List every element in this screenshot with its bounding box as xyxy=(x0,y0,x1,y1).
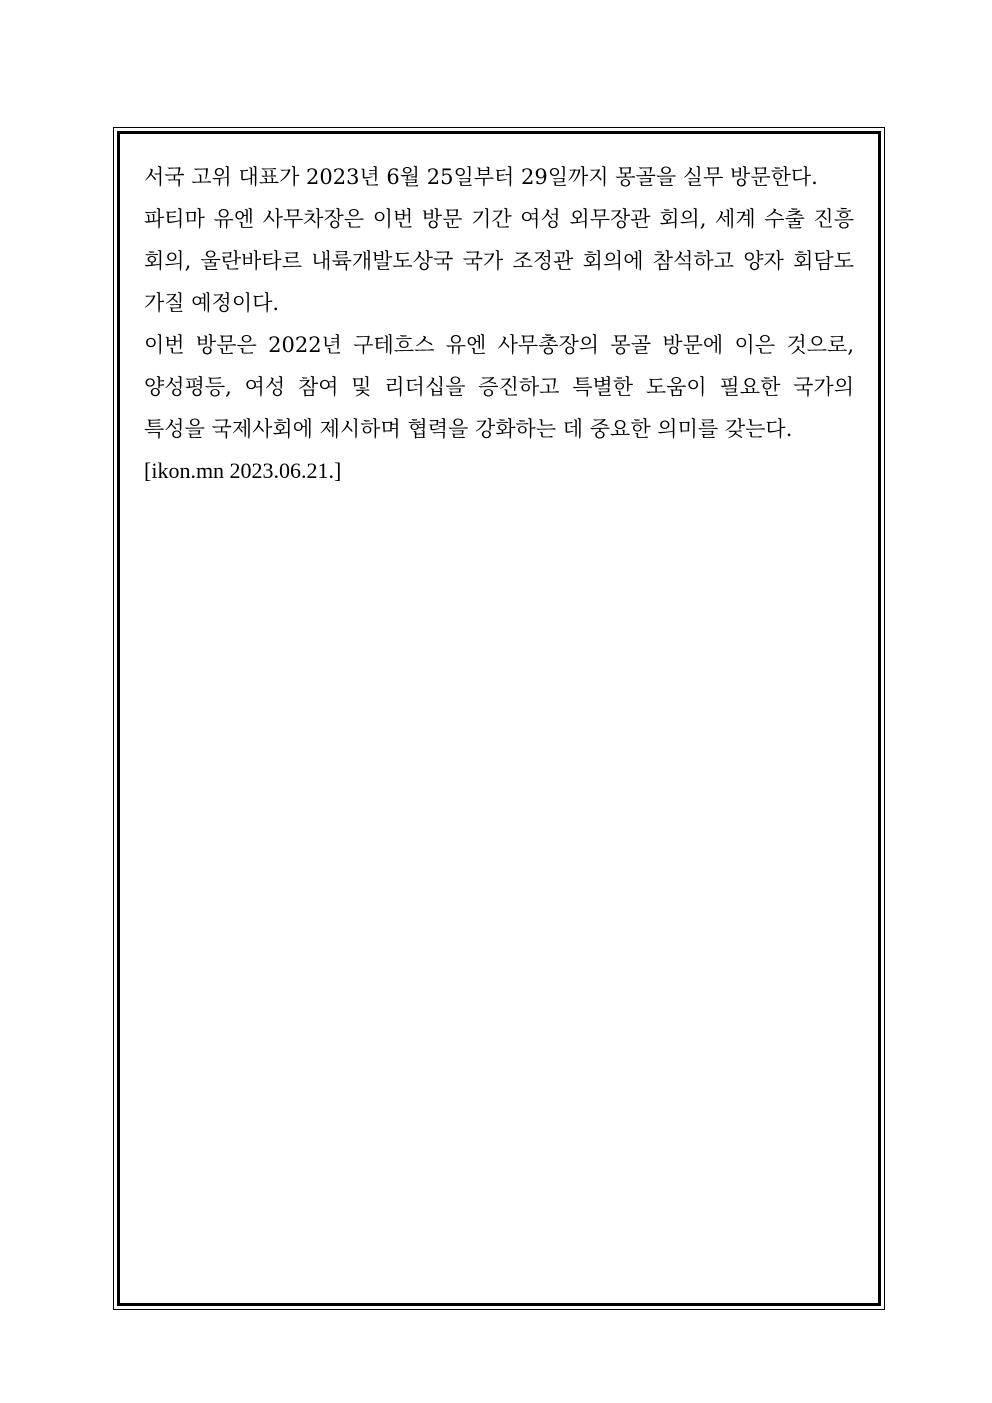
article-paragraph-3: 이번 방문은 2022년 구테흐스 유엔 사무총장의 몽골 방문에 이은 것으로, 양성평등, 여성 참여 및 리더십을 증진하고 특별한 도움이 필요한 국가의 특성을 국제사회에 제시하며 협력을 강화하는 데 중요한 의미를 갖는다. xyxy=(144,333,854,441)
article-source: [ikon.mn 2023.06.21.] xyxy=(144,458,342,483)
article-paragraph-1: 서국 고위 대표가 2023년 6월 25일부터 29일까지 몽골을 실무 방문한다. xyxy=(144,165,818,189)
document-frame xyxy=(113,127,885,1310)
article-body xyxy=(144,156,854,492)
document-frame-inner xyxy=(117,131,881,1306)
article-paragraph-2: 파티마 유엔 사무차장은 이번 방문 기간 여성 외무장관 회의, 세계 수출 진흥 회의, 울란바타르 내륙개발도상국 국가 조정관 회의에 참석하고 양자 회담도 가질 예정이다. xyxy=(144,207,854,315)
